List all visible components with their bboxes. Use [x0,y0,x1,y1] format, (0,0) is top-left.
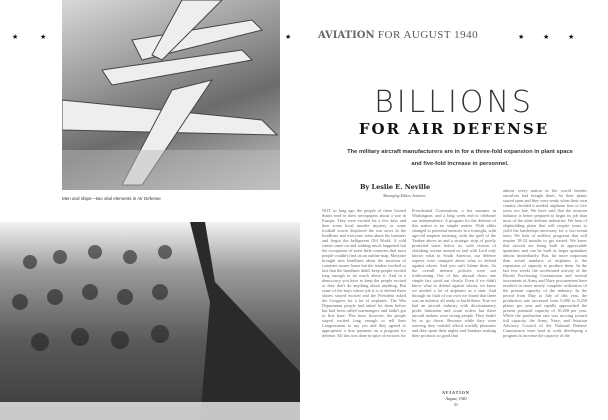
body-column-1: NOT so long ago the people of these United States read in their newspapers about a war in Europe. They were excited for a few days and then some local murder mystery or some football scores displaced the war news in the headlines and everyone went about his business and forgot the belligerent Old World. A cold winter came on and nothing much happened but the occupation of some little countries that most people couldn't find on an outline map. Maytime brought new headlines about the invasion of countries nearer home but the tenders worked so fast that the headlines didn't keep people excited long enough to do much about it. And in a democracy you have to keep the people excited or they don't do anything about anything. But some of the boys whose job it is to defend these shores stayed excited and the President asked the Congress for a lot of airplanes. The War Department people had asked for them before but had been called warmongers and hadn't got to first base. This time, however, the people stayed excited long enough to tell their Congressmen to say yes and they agreed to appropriate a first payment on a program for defense. All this was done in spite of excuses for [322,208,406,338]
article-subtitle: The military aircraft manufacturers are in for a three-fold expansion in plant space and five-fold increase in personnel. [347,149,573,167]
author-role: Managing Editor, Aviation [383,193,426,198]
photo-caption: Men and ships—two vital elements in Air Defense [62,196,161,201]
footer-date: August, 1940 [445,396,467,401]
article-title: BILLIONS [374,85,534,120]
star-ornament: ★ [518,33,525,41]
article-title-line2: FOR AIR DEFENSE [358,120,550,138]
star-ornament: ★ [40,33,47,41]
footer-magazine: AVIATION [442,390,470,395]
body-column-3: almost every nation in the world besides ourselves had bought them. So their plants stayed open and they were ready when their own country decided it needed airplanes four or five years too late. We have said that the aviation industry is better prepared to begin its job than most of the other defense industries. We hear of shipbuilding plans that will require years to yield the battleships necessary for a two-ocean navy. We hear of artillery programs that will require 18-24 months to get started. We know that aircraft are being built in appreciable quantities and can be built in larger quantities almost immediately. But, far more important than actual numbers of airplanes is the expansion of capacity to produce them. In the last few weeks the accelerated activity of the British Purchasing Commission and several increments of Army and Navy procurement have resulted in more nearly complete utilization of the present capacity of the industry. In the period from May to July of this year, the production rate increased from 6,000 to 8,250 planes per year and rapidly approached the present potential capacity of 10,200 per year. While the production rate was moving toward full capacity, the Army, Navy, and Aviation Advisory Council of the National Defense Commission were hard at work developing a program to increase the capacity of the [503,188,587,338]
page-number: 31 [454,402,458,407]
magazine-logo: AVIATION [318,30,375,41]
star-ornament: ★ [12,33,19,41]
star-ornament: ★ [285,33,292,41]
body-column-2: Presidential Conventions, a hot summer in Washington, and a long week end to celebrate our independence. A program for the defense of this nation is no simple matter. With alibis changed to potential enemies in a fortnight, with age-old empires tottering, with the spell of the Yankee above us and a strategic strip of poorly protected water below us, with visions of shrinking oceans around us and with Lord only knows what in South America, our defense experts were stumped about what to defend against whom. And you can't blame them. So the overall defense policies were not forthcoming. Out of this abyssal chaos one simple fact stood out clearly. Even if we didn't know what to defend against whom, we knew we needed a lot of airplanes as a start. And through no fault of our own we found that there was an industry all ready to build them. True we had an aircraft industry with discriminatory profit limitation and scant orders but these aircraft makers were strong people. They hadn't let us go down. Because while they were starving they couldn't afford worldly pleasures and they spent their nights and Sundays making their products so good that [412,208,496,338]
pilots-group-photo [0,222,300,420]
page-footer [434,390,478,408]
star-ornament: ★ [543,33,550,41]
star-ornament: ★ [568,33,575,41]
byline: By Leslie E. Neville [360,183,431,191]
magazine-header [318,29,478,41]
issue-label: FOR AUGUST 1940 [377,29,479,41]
aircraft-assembly-photo [62,0,280,190]
